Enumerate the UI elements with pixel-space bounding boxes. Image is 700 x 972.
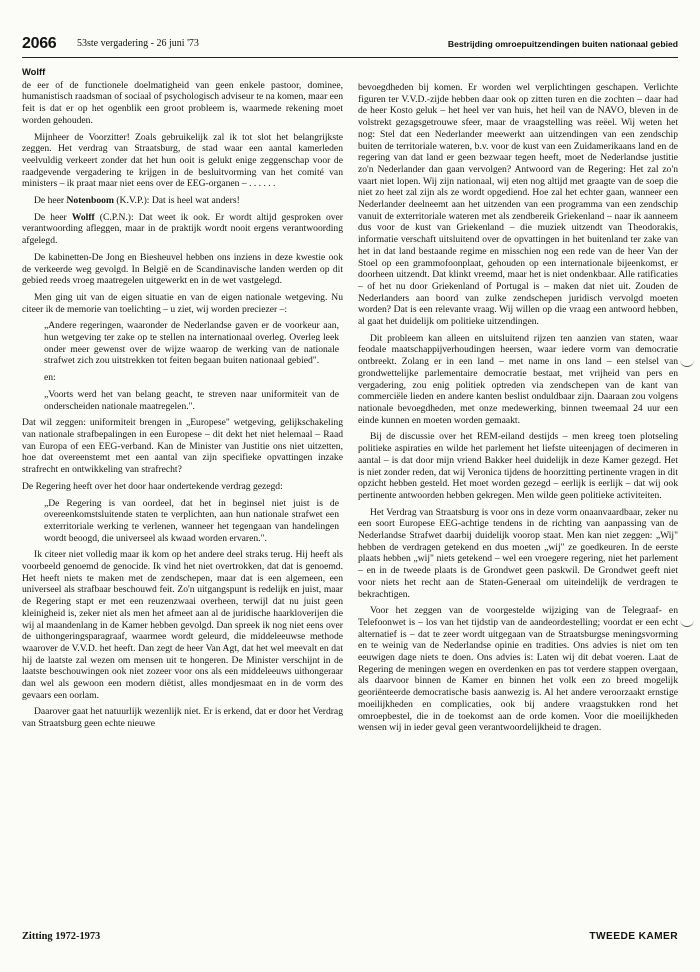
paragraph: Mijnheer de Voorzitter! Zoals gebruikelijk zal ik tot slot het belangrijkste zeggen. Het verdrag van Straatsburg, de stad waar een aantal kamerleden veelvuldig verkeert zonder dat het hun ooit is gelukt enige zeggenschap voor de raadgevende vergadering te krijgen in de besluitvorming van het comité van ministers – ik praat maar niet eens over de EEG-organen – . . . . . .: [22, 131, 343, 190]
header-rule: [22, 57, 678, 58]
paragraph: Men ging uit van de eigen situatie en van de eigen nationale wetgeving. Nu citeer ik de memorie van toelichting – u ziet, wij worden preciezer –:: [22, 291, 343, 315]
running-title: Bestrijding omroepuitzendingen buiten nationaal gebied: [447, 39, 678, 49]
quotation: „De Regering is van oordeel, dat het in beginsel niet juist is de overeenkomstsluitende staten te verplichten, aan hun nationale strafwet een exterritoriale werking te verlenen, wanneer het tegengaan van handelingen wordt beoogd, die universeel als kwaad worden ervaren.".: [44, 497, 339, 544]
speaker-name: Notenboom: [66, 195, 114, 207]
paragraph: Het Verdrag van Straatsburg is voor ons in deze vorm onaanvaardbaar, zeker nu een soort Europese EEG-achtige tendens in de richting van aanpassing van de Nederlandse Strafwet daarbij duidelijk voorop staat. Men kan niet zeggen: „Wij" hebben de verdragen getekend en dus moeten „wij" ze goedkeuren. In de eerste plaats hebben „wij" niets getekend – wel een vroegere regering, niet het parlement – en in de tweede plaats is de Grondwet geen paskwil. De Grondwet geeft niet voor niets het recht aan de Staten-Generaal om uiteindelijk de verdragen te bekrachtigen.: [358, 506, 678, 600]
margin-mark: [680, 620, 694, 627]
chamber-label: TWEEDE KAMER: [589, 931, 678, 942]
quotation: „Andere regeringen, waaronder de Nederlandse gaven er de voorkeur aan, hun wetgeving ter zake op te stellen na internationaal overleg. Overleg leek onder meer gewenst over de wijze waarop de werking van de nationale strafwet zich zou uitstrekken tot feiten begaan buiten nationaal gebied".: [44, 320, 339, 367]
speaker-heading: Wolff: [22, 66, 46, 77]
meeting-info: 53ste vergadering - 26 juni '73: [77, 38, 199, 49]
paragraph: De Regering heeft over het door haar ondertekende verdrag gezegd:: [22, 480, 283, 492]
page-number: 2066: [22, 35, 57, 52]
left-column: [22, 66, 343, 735]
margin-mark: [680, 360, 694, 367]
paragraph-intro: De heer: [34, 211, 72, 223]
interruption-intro: De heer: [34, 195, 67, 207]
interruption-text: (K.V.P.): Dat is heel wat anders!: [113, 195, 240, 207]
paragraph-text: (C.P.N.): Dat weet ik ook. Er wordt altijd gesproken over verantwoording afleggen, maar in de praktijk wordt nooit ergens verantwoording afgelegd.: [22, 211, 343, 247]
speaker-name: Wolff: [71, 211, 95, 223]
paragraph: Ik citeer niet volledig maar ik kom op het andere deel straks terug. Hij heeft als voorbeeld genoemd de genocide. Ik vind het niet overtrokken, dat dat is genoemd. Het heeft niets te maken met de zendschepen, maar dat is een algemeen, een universeel als strafbaar beschouwd feit. Zo'n uitgangspunt is redelijk en juist, maar de Regering stapt er met een reuzenzwaai overheen, terwijl dat nu juist geen kleinigheid is, zeker niet als men het afmeet aan al de juridische haarkloverijen die wij al maandenlang in de Kamer hebben gevolgd. Dan spreek ik nog niet eens over de uithongeringsparagraaf, waarmee wordt geleurd, die middeleeuwse methode waarover de V.V.D. het heeft. Dan zegt de heer Van Agt, dat het wel meevalt en dat hij de laatste zal wezen om mensen uit te hongeren. De Minister verschijnt in de laatste beschouwingen ook niet zozeer voor ons als een middeleeuws uithongeraar dan wel als gewoon een modern diëtist, alles mondjesmaat en in de vorm des gevaars een oorlam.: [22, 549, 343, 701]
paragraph: Dat wil zeggen: uniformiteit brengen in „Europese" wetgeving, gelijkschakeling van nationale strafbepalingen in een Europese – dit dekt het niet helemaal – Raad van Europa of een EEG-verband. Kan de Minister van Justitie ons niet uitzetten, hoe dat overeenstemt met een aantal van zijn specifieke opvattingen inzake strafrecht en ontwikkeling van strafrecht?: [22, 417, 343, 476]
paragraph: Voor het zeggen van de voorgestelde wijziging van de Telegraaf- en Telefoonwet is – los van het tijdstip van de aandeordestelling; voordat er een echt alternatief is – dat te zeer wordt uitgegaan van de Straatsburgse meningsvorming en te weinig van de Nederlandse opinie en tradities. Ons advies is niet om ten eeuwigen dage niets te doen. Ons advies is: Laten wij dit debat voeren. Laat de Regering de meningen wegen en overdenken en pas tot verdere stappen overgaan, als daarvoor binnen de Kamer en binnen het volk een zo breed mogelijk georiënteerde democratische basis aanwezig is. Al het andere veroorzaakt ernstige moeilijkheden en complicaties, ook bij andere vraagstukken rond het omroepbestel, die in de toekomst aan de orde komen. Voor die moeilijkheden wensen wij in ieder geval geen verantwoordelijkheid te dragen.: [358, 605, 678, 734]
paragraph: [22, 212, 343, 247]
session-label: Zitting 1972-1973: [22, 931, 101, 942]
paragraph: bevoegdheden bij komen. Er worden wel verplichtingen geschapen. Verlichte figuren ter V.V.D.-zijde hebben daar ook op zitten turen en die zochten – daar had de heer Kosto geluk – het heel ver van huis, het heil van de NAVO, bleven in de volstrekt gezagsgetrouwe sfeer, maar de vraagstelling was reëel. Wij weten het nog: Stel dat een Nederlander meewerkt aan uitzendingen van een zendschip buiten de territoriale wateren, b.v. voor de kust van een Zuidamerikaans land en de regering van dat land er geen bezwaar tegen heeft, moet de Nederlandse justitie zo'n Nederlander dan gaan vervolgen? Antwoord van de Regering: Het zal zo'n vaart niet lopen. Wij zijn nationaal, wij eten nog altijd met graagte van de soep die niet zo heet zal zijn als ze wordt opgediend. Hoe zal het echter gaan, wanneer een Nederlander deelneemt aan het uitzenden van een programma van een zendschip vanuit de exterritoriale wateren met als zendbereik Griekenland – naar ik aanneem dus voor de kust van Griekenland – die muziek uitzendt van Theodorakis, informatie verschaft uitsluitend over de opvattingen in het buitenland ter zake van het in dat land bestaande regime en misschien nog een rede van de heer Van der Stoel op een grammofoonplaat, gehouden op een internationale bijeenkomst, er doorheen uitzendt. Dat klinkt vreemd, maar het is niet ondenkbaar. Alle ratificaties – of het nu door Griekenland of Portugal is – maken dat niet uit. Zouden de Nederlanders aan boord van zulke zendschepen juridisch vervolgd moeten worden? Dat is een relevante vraag. Wij willen op die vraag een antwoord hebben, al gaat het duidelijk om politieke uitzendingen.: [358, 82, 678, 328]
paragraph: de eer of de functionele doelmatigheid van geen enkele pastoor, dominee, humanistisch raadsman of sociaal of psychologisch adviseur te na komen, maar een feit is dat er op het ogenblik een groot probleem is, waarmede rekening moet worden gehouden.: [22, 79, 343, 126]
right-column: [358, 82, 678, 739]
paragraph: Bij de discussie over het REM-eiland destijds – men kreeg toen plotseling politieke aspiraties en wilde het parlement het liefste uiteenjagen of decimeren in aantal – is dat door mijn vriend Bakker heel duidelijk in deze Kamer gezegd. Het is niet zonder reden, dat wij Veronica tijdens de hoorzitting pertinente vragen in dit opzicht hebben gesteld. Het moet worden gezegd – eerlijk is eerlijk – dat wij ook pertinente antwoorden hebben gekregen. Men wilde geen politieke activiteiten.: [358, 431, 678, 501]
paragraph: Daarover gaat het natuurlijk wezenlijk niet. Er is erkend, dat er door het Verdrag van Straatsburg geen echte nieuwe: [22, 706, 343, 730]
interruption: [22, 195, 343, 207]
paragraph: De kabinetten-De Jong en Biesheuvel hebben ons inziens in deze kwestie ook de verkeerde weg gevolgd. In België en de Scandinavische landen werden op dit gebied reeds vroeg maatregelen uitgewerkt en in de wet vastgelegd.: [22, 251, 343, 287]
quotation: „Voorts werd het van belang geacht, te streven naar uniformiteit van de onderscheiden nationale maatregelen.".: [44, 388, 339, 412]
paragraph: Dit probleem kan alleen en uitsluitend rijzen ten aanzien van staten, waar feodale maatschappijverhoudingen heersen, waar iedere vorm van democratie ontbreekt. Zolang er in een land – met name in ons land – een stelsel van grondwettelijke parlementaire democratie bestaat, met vrijheid van pers en vergadering, zou enig politiek optreden via zendschepen van de kant van commerciële lieden en andere kanten beslist onduldbaar zijn. Daaraan zou volgens nationale bevoegdheden, met onze medewerking, binnen tweemaal 24 uur een einde kunnen en moeten worden gemaakt.: [358, 332, 678, 426]
connector: en:: [44, 372, 56, 384]
page-header: [22, 34, 678, 56]
